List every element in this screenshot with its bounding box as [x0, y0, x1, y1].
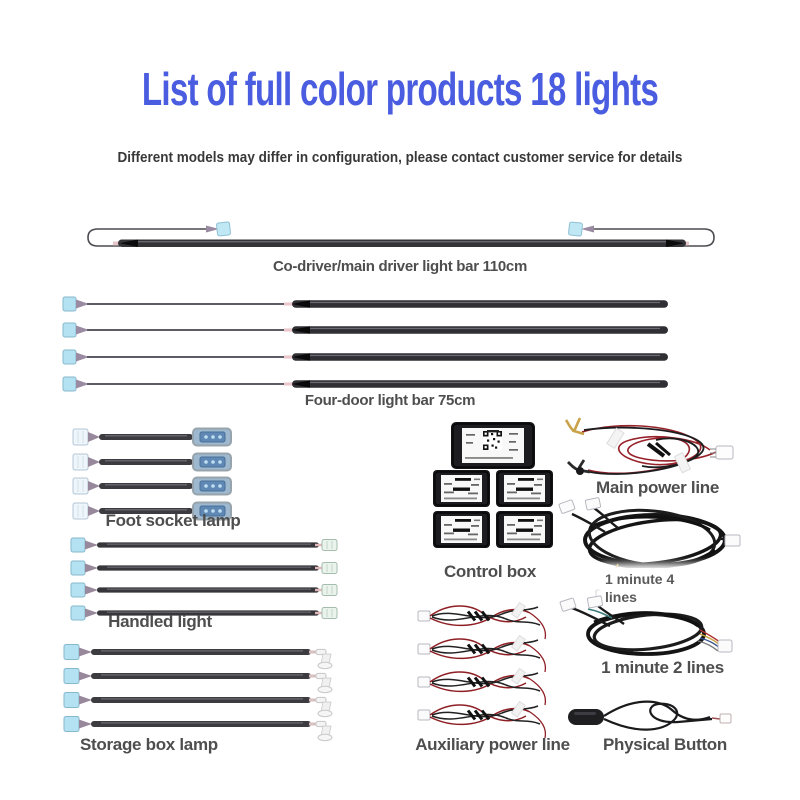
- control-boxes-image: [425, 420, 560, 552]
- control-box-qr: [451, 422, 535, 469]
- label-co-driver-bar: Co-driver/main driver light bar 110cm: [273, 258, 527, 275]
- label-handled-light: Handled light: [108, 612, 212, 631]
- label-four-door-bar: Four-door light bar 75cm: [304, 392, 476, 409]
- label-foot-socket-lamp: Foot socket lamp: [105, 511, 241, 530]
- label-main-power-line: Main power line: [595, 478, 720, 497]
- label-one-minute-four-lines: 1 minute 4 lines: [601, 568, 707, 608]
- label-one-minute-two-lines: 1 minute 2 lines: [601, 658, 724, 677]
- main-power-line-image: [560, 416, 745, 486]
- page-title: List of full color products 18 lights: [141, 63, 659, 115]
- auxiliary-power-lines-image: [418, 600, 568, 736]
- storage-box-lamps-image: [55, 642, 355, 742]
- label-control-box: Control box: [443, 562, 537, 581]
- page-subtitle: Different models may differ in configuration, please contact customer service for details: [117, 149, 683, 166]
- four-door-light-bars-image: [60, 295, 680, 395]
- label-auxiliary-power-line: Auxiliary power line: [415, 735, 570, 754]
- label-physical-button: Physical Button: [603, 735, 727, 754]
- label-storage-box-lamp: Storage box lamp: [80, 735, 218, 754]
